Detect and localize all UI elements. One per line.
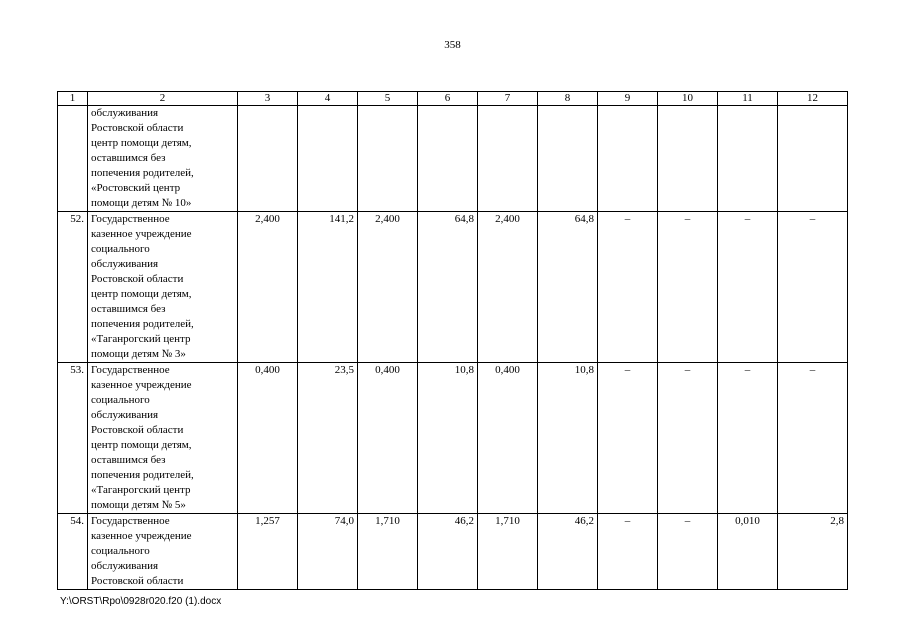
row-number: 53. bbox=[58, 363, 88, 514]
institution-name: обслуживания Ростовской области центр помощи детям, оставшимся без попечения родителей, «Ростовский центр помощи детям № 10» bbox=[88, 106, 238, 212]
table-cell: – bbox=[718, 363, 778, 514]
column-header: 2 bbox=[88, 92, 238, 106]
table-cell bbox=[538, 106, 598, 212]
column-header: 3 bbox=[238, 92, 298, 106]
column-header: 12 bbox=[778, 92, 848, 106]
table-cell: – bbox=[658, 514, 718, 590]
table-cell: 10,8 bbox=[538, 363, 598, 514]
column-header: 11 bbox=[718, 92, 778, 106]
table-cell bbox=[658, 106, 718, 212]
table-cell: – bbox=[658, 212, 718, 363]
table-cell: 23,5 bbox=[298, 363, 358, 514]
table-cell bbox=[358, 106, 418, 212]
table-cell bbox=[598, 106, 658, 212]
table-cell: – bbox=[658, 363, 718, 514]
table-cell: 1,257 bbox=[238, 514, 298, 590]
table-cell bbox=[298, 106, 358, 212]
table-cell bbox=[778, 106, 848, 212]
column-header: 1 bbox=[58, 92, 88, 106]
footer-file-path: Y:\ORST\Rpo\0928r020.f20 (1).docx bbox=[60, 596, 222, 607]
table-cell: 1,710 bbox=[478, 514, 538, 590]
column-header: 7 bbox=[478, 92, 538, 106]
table-cell bbox=[718, 106, 778, 212]
table-cell: 74,0 bbox=[298, 514, 358, 590]
table-cell: 2,400 bbox=[238, 212, 298, 363]
institution-name: Государственное казенное учреждение социального обслуживания Ростовской области центр помощи детям, оставшимся без попечения родителей, «Таганрогский центр помощи детям № 3» bbox=[88, 212, 238, 363]
column-header: 5 bbox=[358, 92, 418, 106]
table-cell: 1,710 bbox=[358, 514, 418, 590]
table-cell: 0,400 bbox=[238, 363, 298, 514]
table-header-row bbox=[58, 92, 848, 106]
table-cell: 0,400 bbox=[358, 363, 418, 514]
table-cell: 2,400 bbox=[358, 212, 418, 363]
column-header: 8 bbox=[538, 92, 598, 106]
table-cell: 64,8 bbox=[418, 212, 478, 363]
table-cell: 64,8 bbox=[538, 212, 598, 363]
row-number bbox=[58, 106, 88, 212]
table-row bbox=[58, 106, 848, 212]
column-header: 6 bbox=[418, 92, 478, 106]
column-header: 4 bbox=[298, 92, 358, 106]
table-cell: – bbox=[718, 212, 778, 363]
table-cell bbox=[478, 106, 538, 212]
table-cell: – bbox=[778, 363, 848, 514]
table-cell: – bbox=[598, 363, 658, 514]
table-cell: 46,2 bbox=[418, 514, 478, 590]
table-row bbox=[58, 363, 848, 514]
table-cell bbox=[238, 106, 298, 212]
table-row bbox=[58, 212, 848, 363]
data-table bbox=[57, 91, 848, 590]
row-number: 54. bbox=[58, 514, 88, 590]
institution-name: Государственное казенное учреждение социального обслуживания Ростовской области центр помощи детям, оставшимся без попечения родителей, «Таганрогский центр помощи детям № 5» bbox=[88, 363, 238, 514]
table-cell: 141,2 bbox=[298, 212, 358, 363]
column-header: 10 bbox=[658, 92, 718, 106]
column-header: 9 bbox=[598, 92, 658, 106]
page-number: 358 bbox=[444, 39, 461, 51]
table-row bbox=[58, 514, 848, 590]
row-number: 52. bbox=[58, 212, 88, 363]
table-cell: – bbox=[598, 212, 658, 363]
table-cell: 2,400 bbox=[478, 212, 538, 363]
table-cell: – bbox=[598, 514, 658, 590]
table-cell: 10,8 bbox=[418, 363, 478, 514]
table-cell: 46,2 bbox=[538, 514, 598, 590]
table-cell: 0,400 bbox=[478, 363, 538, 514]
table-cell: 0,010 bbox=[718, 514, 778, 590]
table-cell: 2,8 bbox=[778, 514, 848, 590]
table-cell bbox=[418, 106, 478, 212]
table-cell: – bbox=[778, 212, 848, 363]
institution-name: Государственное казенное учреждение социального обслуживания Ростовской области bbox=[88, 514, 238, 590]
